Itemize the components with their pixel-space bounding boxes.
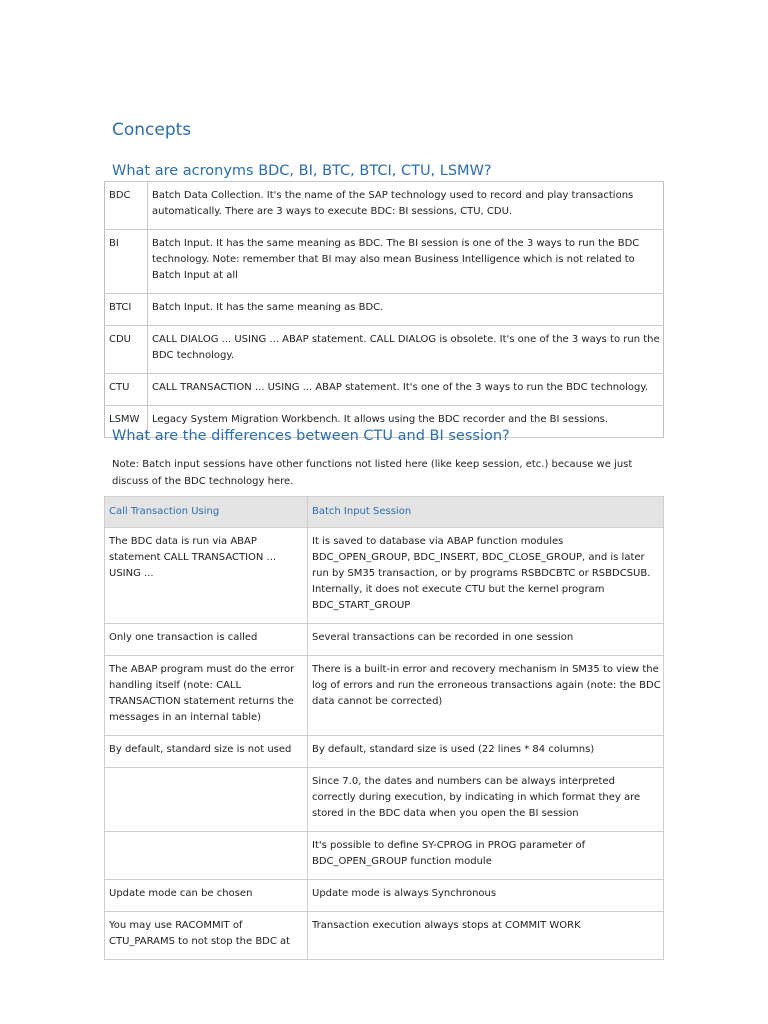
- table-row: [105, 374, 664, 406]
- bi-cell: By default, standard size is used (22 lines * 84 columns): [308, 736, 664, 768]
- ctu-cell: The BDC data is run via ABAP statement CALL TRANSACTION ... USING ...: [105, 528, 308, 624]
- bi-cell: Several transactions can be recorded in one session: [308, 624, 664, 656]
- table-row: [105, 736, 664, 768]
- ctu-cell: You may use RACOMMIT of CTU_PARAMS to not stop the BDC at: [105, 912, 308, 960]
- bi-cell: Transaction execution always stops at COMMIT WORK: [308, 912, 664, 960]
- ctu-cell: [105, 832, 308, 880]
- column-header-ctu: Call Transaction Using: [105, 497, 308, 528]
- acronym-definition: Batch Data Collection. It's the name of the SAP technology used to record and play transactions automatically. There are 3 ways to execute BDC: BI sessions, CTU, CDU.: [148, 182, 664, 230]
- acronyms-heading: What are acronyms BDC, BI, BTC, BTCI, CTU, LSMW?: [112, 163, 492, 179]
- acronym-term: CDU: [105, 326, 148, 374]
- ctu-cell: [105, 768, 308, 832]
- bi-cell: Since 7.0, the dates and numbers can be always interpreted correctly during execution, by indicating in which format they are stored in the BDC data when you open the BI session: [308, 768, 664, 832]
- ctu-cell: By default, standard size is not used: [105, 736, 308, 768]
- differences-heading: What are the differences between CTU and BI session?: [112, 428, 510, 444]
- table-row: [105, 656, 664, 736]
- bi-cell: Update mode is always Synchronous: [308, 880, 664, 912]
- acronym-definition: Legacy System Migration Workbench. It allows using the BDC recorder and the BI sessions.: [148, 406, 664, 438]
- ctu-cell: Only one transaction is called: [105, 624, 308, 656]
- acronym-definition: CALL DIALOG ... USING ... ABAP statement. CALL DIALOG is obsolete. It's one of the 3 ways to run the BDC technology.: [148, 326, 664, 374]
- acronym-term: BDC: [105, 182, 148, 230]
- table-row: [105, 880, 664, 912]
- table-row: [105, 182, 664, 230]
- table-row: [105, 832, 664, 880]
- differences-table: [104, 496, 664, 960]
- table-row: [105, 294, 664, 326]
- ctu-cell: Update mode can be chosen: [105, 880, 308, 912]
- ctu-cell: The ABAP program must do the error handling itself (note: CALL TRANSACTION statement returns the messages in an internal table): [105, 656, 308, 736]
- acronym-term: BTCI: [105, 294, 148, 326]
- note-text: Note: Batch input sessions have other functions not listed here (like keep session, etc.) because we just discuss of the BDC technology here.: [112, 459, 633, 487]
- table-row: [105, 912, 664, 960]
- acronym-term: BI: [105, 230, 148, 294]
- bi-cell: It is saved to database via ABAP function modules BDC_OPEN_GROUP, BDC_INSERT, BDC_CLOSE_GROUP, and is later run by SM35 transaction, or by programs RSBDCBTC or RSBDCSUB. Internally, it does not execute CTU but the kernel program BDC_START_GROUP: [308, 528, 664, 624]
- table-row: [105, 528, 664, 624]
- acronym-definition: Batch Input. It has the same meaning as BDC.: [148, 294, 664, 326]
- acronym-term: LSMW: [105, 406, 148, 438]
- table-row: [105, 326, 664, 374]
- bi-cell: There is a built-in error and recovery mechanism in SM35 to view the log of errors and run the erroneous transactions again (note: the BDC data cannot be corrected): [308, 656, 664, 736]
- acronym-table: [104, 181, 664, 438]
- table-header-row: [105, 497, 664, 528]
- column-header-bi: Batch Input Session: [308, 497, 664, 528]
- table-row: [105, 768, 664, 832]
- bi-cell: It's possible to define SY-CPROG in PROG parameter of BDC_OPEN_GROUP function module: [308, 832, 664, 880]
- table-row: [105, 624, 664, 656]
- acronym-term: CTU: [105, 374, 148, 406]
- table-row: [105, 230, 664, 294]
- page-title: Concepts: [112, 120, 192, 140]
- acronym-definition: CALL TRANSACTION ... USING ... ABAP statement. It's one of the 3 ways to run the BDC technology.: [148, 374, 664, 406]
- acronym-definition: Batch Input. It has the same meaning as BDC. The BI session is one of the 3 ways to run the BDC technology. Note: remember that BI may also mean Business Intelligence which is not related to Batch Input at all: [148, 230, 664, 294]
